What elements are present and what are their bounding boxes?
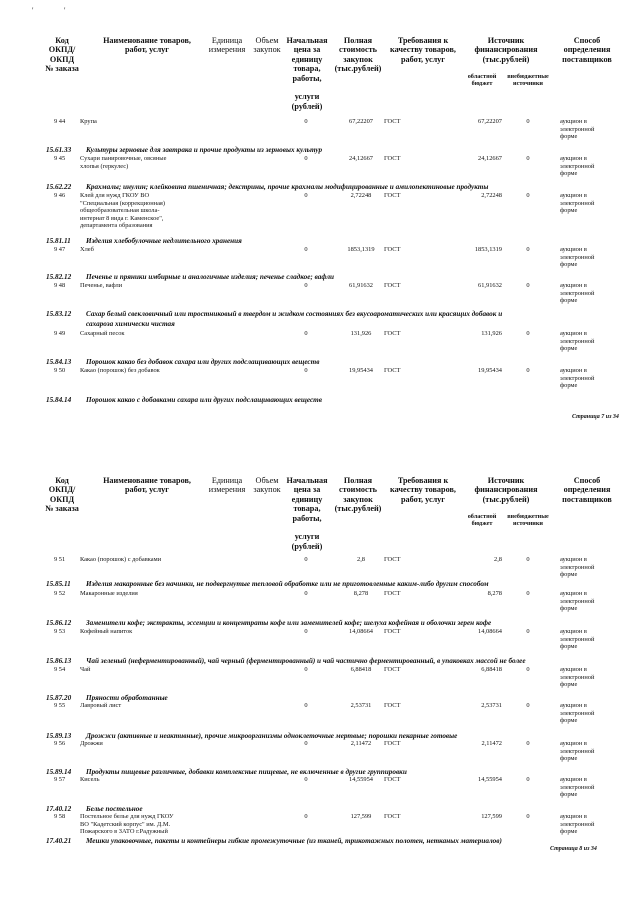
p1-header-start_price-1: цена за <box>293 45 321 55</box>
p1-header-code-0: Код <box>55 36 69 45</box>
purchase-method: аукцион в <box>560 776 587 783</box>
start-price: 0 <box>304 192 308 199</box>
purchase-method: аукцион в <box>560 330 587 337</box>
category-title: Порошок какао с добавками сахара или других подслащивающих веществ <box>86 396 322 404</box>
purchase-method: форме <box>560 828 578 836</box>
total-cost: 131,926 <box>350 330 372 337</box>
scan-mark-left: ' <box>32 6 34 15</box>
requirements: ГОСТ <box>384 330 401 337</box>
category-title: Дрожжи (активные и неактивные), прочие микроорганизмы одноклеточные мертвые; порошки пекарные готовые <box>86 732 458 740</box>
item-name: Сахарный песок <box>80 330 125 337</box>
p1-header-start_price-0: Начальная <box>286 36 328 45</box>
p2-header-requirements-2: работ, услуг <box>401 494 445 504</box>
requirements: ГОСТ <box>384 813 401 820</box>
total-cost: 2,11472 <box>350 740 372 747</box>
p1-header-code-1: ОКПД/ <box>48 45 76 55</box>
purchase-method: форме <box>560 605 578 613</box>
p1-header-name-0: Наименование товаров, <box>103 36 191 45</box>
start-price: 0 <box>304 666 308 673</box>
p1-header-requirements-2: работ, услуг <box>401 54 445 64</box>
item-name: Хлеб <box>80 246 94 253</box>
page2-category <box>46 837 502 845</box>
total-cost: 67,22207 <box>349 118 373 125</box>
p1-header-source-vb-1: источники <box>513 80 543 87</box>
p1-header-source-2: (тыс.рублей) <box>482 54 530 64</box>
purchase-method: аукцион в <box>560 367 587 374</box>
purchase-method: электронной <box>560 253 595 261</box>
purchase-method: аукцион в <box>560 118 587 125</box>
p2-header-requirements-1: качеству товаров, <box>390 485 456 495</box>
source-extrabudget: 0 <box>526 282 530 289</box>
purchase-method: электронной <box>560 820 595 828</box>
p2-header-start_price-1: цена за <box>293 485 321 495</box>
item-name: Сухари панировочные, овсяные хлопья (геркулес) <box>80 155 167 170</box>
p2-header-code-2: ОКПД <box>49 494 75 504</box>
purchase-method: электронной <box>560 597 595 605</box>
requirements: ГОСТ <box>384 155 401 162</box>
source-extrabudget: 0 <box>526 192 530 199</box>
row-number: 9 57 <box>54 776 66 783</box>
category-code: 15.85.11 <box>46 580 71 588</box>
item-name: Печенье, вафли <box>80 282 123 289</box>
p1-header-start_price-7: (рублей) <box>291 101 323 111</box>
source-regional: 2,72248 <box>481 192 502 199</box>
p2-header-source-0: Источник <box>487 476 525 485</box>
category-code: 17.40.21 <box>46 837 72 845</box>
source-extrabudget: 0 <box>526 118 530 125</box>
p1-header-code-2: ОКПД <box>49 54 75 64</box>
p1-header-method-1: определения <box>563 45 611 55</box>
category-code: 15.83.12 <box>46 310 72 318</box>
page-number: Страница 8 из 34 <box>550 846 597 852</box>
category-title: Чай зеленый (неферментированный), чай черный (ферментированный) и чай частично ферментированный, в упаковках массой не более <box>86 657 526 665</box>
source-extrabudget: 0 <box>526 813 530 820</box>
p2-header-total_cost-3: (тыс.рублей) <box>334 504 382 514</box>
item-name: Чай <box>80 666 91 673</box>
purchase-method: аукцион в <box>560 590 587 597</box>
source-extrabudget: 0 <box>526 590 530 597</box>
source-extrabudget: 0 <box>526 556 530 563</box>
page2-category <box>46 805 143 813</box>
purchase-method: аукцион в <box>560 740 587 747</box>
source-regional: 131,926 <box>481 330 502 337</box>
source-regional: 2,11472 <box>481 740 502 747</box>
source-extrabudget: 0 <box>526 666 530 673</box>
source-extrabudget: 0 <box>526 702 530 709</box>
p2-header-start_price-6: услуги <box>294 532 320 542</box>
row-number: 9 49 <box>54 330 66 337</box>
purchase-method: форме <box>560 170 578 178</box>
p2-header-volume-0: Объем <box>255 476 279 485</box>
purchase-method: электронной <box>560 673 595 681</box>
category-title: Продукты пищевые различные, добавки комплексные пищевые, не включенные в другие группировки <box>86 768 407 776</box>
p2-header-start_price-3: товара, <box>293 504 321 514</box>
item-name: Постельное белье для нужд ГКОУ ВО "Кадетский корпус" им. Д.М. Пожарского в ЗАТО г.Радужный <box>80 813 174 836</box>
source-regional: 14,55954 <box>478 776 502 783</box>
total-cost: 2,72248 <box>350 192 372 199</box>
p2-header-code-0: Код <box>55 476 69 485</box>
category-code: 15.82.12 <box>46 273 72 281</box>
p1-header-method-2: поставщиков <box>562 54 612 64</box>
purchase-method: аукцион в <box>560 628 587 635</box>
total-cost: 8,278 <box>353 590 369 597</box>
start-price: 0 <box>304 330 308 337</box>
source-regional: 1853,1319 <box>474 246 502 253</box>
p1-header-unit-1: измерения <box>208 45 246 55</box>
page1-category <box>46 237 242 245</box>
category-title: Культуры зерновые для завтрака и прочие продукты из зерновых культур <box>86 146 323 154</box>
total-cost: 1853,1319 <box>347 246 375 253</box>
page2-category <box>46 619 491 627</box>
purchase-method: аукцион в <box>560 813 587 820</box>
total-cost: 14,55954 <box>349 776 373 783</box>
total-cost: 2,53731 <box>350 702 372 709</box>
category-code: 15.84.14 <box>46 396 72 404</box>
total-cost: 24,12667 <box>349 155 373 162</box>
page2-category <box>46 768 407 776</box>
category-title: Изделия макаронные без начинки, не подвергнутые тепловой обработке или не приготовленные каким-либо другим способом <box>86 580 489 588</box>
p1-header-start_price-4: работы, <box>292 73 322 83</box>
requirements: ГОСТ <box>384 118 401 125</box>
category-title: Печенье и пряники имбирные и аналогичные изделия; печенье сладкое; вафли <box>86 273 335 281</box>
p1-header-total_cost-2: закупок <box>343 54 373 64</box>
p1-header-start_price-6: услуги <box>294 92 320 102</box>
category-code: 15.84.13 <box>46 358 72 366</box>
requirements: ГОСТ <box>384 702 401 709</box>
purchase-method: аукцион в <box>560 246 587 253</box>
row-number: 9 50 <box>54 367 66 374</box>
purchase-method: электронной <box>560 635 595 643</box>
p2-header-start_price-4: работы, <box>292 513 322 523</box>
category-code: 15.61.33 <box>46 146 72 154</box>
item-name: Какао (порошок) без добавок <box>80 367 160 374</box>
p1-header-source-0: Источник <box>487 36 525 45</box>
purchase-method: форме <box>560 643 578 651</box>
purchase-method: форме <box>560 261 578 269</box>
p1-header-start_price-2: единицу <box>291 54 323 64</box>
p2-header-name-0: Наименование товаров, <box>103 476 191 485</box>
source-regional: 24,12667 <box>478 155 502 162</box>
category-title: Белье постельное <box>86 805 143 813</box>
requirements: ГОСТ <box>384 556 401 563</box>
source-extrabudget: 0 <box>526 367 530 374</box>
requirements: ГОСТ <box>384 666 401 673</box>
p1-header-start_price-3: товара, <box>293 64 321 74</box>
purchase-method: форме <box>560 681 578 689</box>
p1-header-total_cost-1: стоимость <box>339 45 377 55</box>
start-price: 0 <box>304 702 308 709</box>
category-code: 15.81.11 <box>46 237 71 245</box>
p2-header-method-0: Способ <box>573 476 601 485</box>
p2-header-code-1: ОКПД/ <box>48 485 76 495</box>
category-code: 15.86.13 <box>46 657 72 665</box>
purchase-method: форме <box>560 133 578 141</box>
item-name: Макаронные изделия <box>80 590 138 597</box>
p2-header-start_price-0: Начальная <box>286 476 328 485</box>
category-title: Пряности обработанные <box>86 694 168 702</box>
category-code: 15.62.22 <box>46 183 72 191</box>
p2-header-source-vb-0: внебюджетные <box>507 513 549 520</box>
p2-header-start_price-2: единицу <box>291 494 323 504</box>
purchase-method: форме <box>560 571 578 579</box>
category-title: Порошок какао без добавок сахара или других подслащивающих веществ <box>86 358 320 366</box>
category-code: 15.89.14 <box>46 768 72 776</box>
p2-header-unit-0: Единица <box>211 476 243 485</box>
p1-header-source-obl-1: бюджет <box>471 80 493 87</box>
purchase-method: аукцион в <box>560 702 587 709</box>
purchase-method: аукцион в <box>560 556 587 563</box>
row-number: 9 54 <box>54 666 66 673</box>
purchase-method: аукцион в <box>560 666 587 673</box>
start-price: 0 <box>304 155 308 162</box>
page1-category <box>46 146 322 154</box>
purchase-method: форме <box>560 791 578 799</box>
requirements: ГОСТ <box>384 740 401 747</box>
purchase-method: электронной <box>560 199 595 207</box>
p2-header-method-2: поставщиков <box>562 494 612 504</box>
category-title: Сахар белый свекловичный или тростниковый в твердом и жидком состояниях без вкусоароматических или красящих добавок и <box>86 310 503 318</box>
source-regional: 8,278 <box>487 590 502 597</box>
purchase-method: электронной <box>560 563 595 571</box>
total-cost: 127,599 <box>350 813 372 820</box>
purchase-method: аукцион в <box>560 192 587 199</box>
category-code: 17.40.12 <box>46 805 72 813</box>
start-price: 0 <box>304 628 308 635</box>
p2-header-total_cost-2: закупок <box>343 494 373 504</box>
p1-header-unit-0: Единица <box>211 36 243 45</box>
p2-header-source-obl-1: бюджет <box>471 520 493 527</box>
start-price: 0 <box>304 118 308 125</box>
source-extrabudget: 0 <box>526 740 530 747</box>
page1-category <box>46 396 322 404</box>
row-number: 9 44 <box>54 118 66 125</box>
requirements: ГОСТ <box>384 590 401 597</box>
row-number: 9 53 <box>54 628 66 635</box>
p1-header-name-1: работ, услуг <box>125 45 169 55</box>
start-price: 0 <box>304 246 308 253</box>
page1-category <box>46 183 488 191</box>
purchase-method: электронной <box>560 125 595 133</box>
p1-header-code-3: № заказа <box>45 64 79 74</box>
start-price: 0 <box>304 282 308 289</box>
item-name: Кисель <box>80 776 100 783</box>
page1-category <box>46 310 502 318</box>
total-cost: 2,8 <box>357 556 365 563</box>
row-number: 9 45 <box>54 155 66 162</box>
source-regional: 2,53731 <box>481 702 502 709</box>
total-cost: 6,88418 <box>350 666 372 673</box>
p1-header-source-1: финансирования <box>474 45 538 55</box>
source-regional: 6,88418 <box>481 666 502 673</box>
category-code: 15.87.20 <box>46 694 72 702</box>
p2-header-volume-1: закупок <box>253 485 281 495</box>
p1-header-total_cost-3: (тыс.рублей) <box>334 64 382 74</box>
source-regional: 14,08664 <box>478 628 502 635</box>
page1-category <box>46 273 334 281</box>
p2-header-source-obl-0: областной <box>467 513 497 520</box>
requirements: ГОСТ <box>384 246 401 253</box>
source-extrabudget: 0 <box>526 330 530 337</box>
p1-header-total_cost-0: Полная <box>343 36 373 45</box>
source-extrabudget: 0 <box>526 776 530 783</box>
page2-category <box>46 657 526 665</box>
p2-header-method-1: определения <box>563 485 611 495</box>
purchase-method: форме <box>560 755 578 763</box>
category-title: Заменители кофе; экстракты, эссенции и концентраты кофе или заменителей кофе; шелуха кофейная и оболочки зерен кофе <box>86 619 492 627</box>
row-number: 9 51 <box>54 556 66 563</box>
row-number: 9 46 <box>54 192 66 199</box>
category-title: сахароза химически чистая <box>86 320 175 328</box>
total-cost: 14,08664 <box>349 628 373 635</box>
purchase-method: форме <box>560 382 578 390</box>
category-title: Крахмалы; инулин; клейковина пшеничная; декстрины, прочие крахмалы модифицированные и амилопектиновые продукты <box>86 183 489 191</box>
purchase-method: электронной <box>560 337 595 345</box>
purchase-method: электронной <box>560 374 595 382</box>
source-extrabudget: 0 <box>526 155 530 162</box>
start-price: 0 <box>304 556 308 563</box>
p2-header-name-1: работ, услуг <box>125 485 169 495</box>
item-name: Лавровый лист <box>80 702 122 709</box>
purchase-method: электронной <box>560 783 595 791</box>
start-price: 0 <box>304 776 308 783</box>
start-price: 0 <box>304 813 308 820</box>
row-number: 9 56 <box>54 740 66 747</box>
purchase-method: электронной <box>560 709 595 717</box>
category-title: Мешки упаковочные, пакеты и контейнеры гибкие промежуточные (из тканей, трикотажных полотен, нетканых материалов) <box>86 837 502 845</box>
purchase-method: электронной <box>560 162 595 170</box>
page2-category <box>46 580 489 588</box>
p2-header-source-2: (тыс.рублей) <box>482 494 530 504</box>
item-name: Кофейный напиток <box>80 628 133 635</box>
p1-header-volume-1: закупок <box>253 45 281 55</box>
page1-category <box>46 358 319 366</box>
scan-mark-right: ' <box>64 6 66 15</box>
source-regional: 67,22207 <box>478 118 502 125</box>
p2-header-unit-1: измерения <box>208 485 246 495</box>
category-title: Изделия хлебобулочные недлительного хранения <box>86 237 242 245</box>
p2-header-source-1: финансирования <box>474 485 538 495</box>
purchase-method: электронной <box>560 289 595 297</box>
start-price: 0 <box>304 367 308 374</box>
category-code: 15.86.12 <box>46 619 72 627</box>
p1-header-source-vb-0: внебюджетные <box>507 73 549 80</box>
purchase-method: аукцион в <box>560 282 587 289</box>
p2-header-source-vb-1: источники <box>513 520 543 527</box>
purchase-method: форме <box>560 297 578 305</box>
requirements: ГОСТ <box>384 192 401 199</box>
row-number: 9 55 <box>54 702 66 709</box>
row-number: 9 58 <box>54 813 66 820</box>
start-price: 0 <box>304 740 308 747</box>
p2-header-requirements-0: Требования к <box>397 476 449 485</box>
purchase-method: электронной <box>560 747 595 755</box>
total-cost: 61,91632 <box>349 282 373 289</box>
source-regional: 19,95434 <box>478 367 502 374</box>
source-regional: 61,91632 <box>478 282 502 289</box>
source-extrabudget: 0 <box>526 628 530 635</box>
p2-header-start_price-7: (рублей) <box>291 541 323 551</box>
p1-header-method-0: Способ <box>573 36 601 45</box>
p2-header-total_cost-0: Полная <box>343 476 373 485</box>
p1-header-requirements-0: Требования к <box>397 36 449 45</box>
row-number: 9 48 <box>54 282 66 289</box>
p1-header-source-obl-0: областной <box>467 73 497 80</box>
item-name: Какао (порошок) с добавками <box>80 556 162 563</box>
requirements: ГОСТ <box>384 628 401 635</box>
item-name: Дрожжи <box>80 740 103 747</box>
source-extrabudget: 0 <box>526 246 530 253</box>
category-code: 15.89.13 <box>46 732 72 740</box>
page2-category <box>46 732 457 740</box>
requirements: ГОСТ <box>384 776 401 783</box>
purchase-method: аукцион в <box>560 155 587 162</box>
p2-header-code-3: № заказа <box>45 504 79 514</box>
purchase-method: форме <box>560 717 578 725</box>
source-regional: 2,8 <box>494 556 502 563</box>
purchase-method: форме <box>560 345 578 353</box>
page2-category <box>46 694 168 702</box>
row-number: 9 52 <box>54 590 66 597</box>
purchase-method: форме <box>560 207 578 215</box>
item-name: Крупа <box>80 118 97 125</box>
p1-header-volume-0: Объем <box>255 36 279 45</box>
page-number: Страница 7 из 34 <box>572 414 619 420</box>
total-cost: 19,95434 <box>349 367 373 374</box>
requirements: ГОСТ <box>384 367 401 374</box>
source-regional: 127,599 <box>481 813 502 820</box>
requirements: ГОСТ <box>384 282 401 289</box>
item-name: Клей для нужд ГКОУ ВО "Специальная (коррекционная) общеобразовательная школа-интернат 8 вида г. Каменское", департамента образования <box>80 192 165 230</box>
p1-header-requirements-1: качеству товаров, <box>390 45 456 55</box>
page1-category <box>46 320 175 328</box>
start-price: 0 <box>304 590 308 597</box>
p2-header-total_cost-1: стоимость <box>339 485 377 495</box>
row-number: 9 47 <box>54 246 66 253</box>
